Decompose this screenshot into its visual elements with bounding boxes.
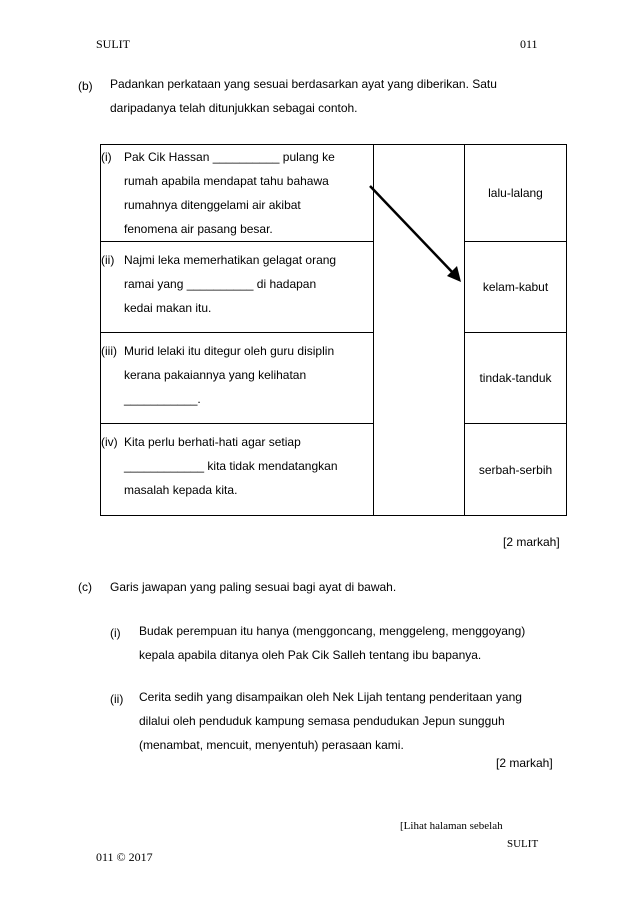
question-line: fenomena air pasang besar.: [124, 222, 273, 236]
section-c-label: (c): [78, 580, 92, 594]
question-line: rumah apabila mendapat tahu bahawa: [124, 174, 329, 188]
question-line: ramai yang __________ di hadapan: [124, 277, 317, 291]
example-arrow-icon: [360, 178, 470, 288]
question-line: masalah kepada kita.: [124, 483, 238, 497]
instruction-line: daripadanya telah ditunjukkan sebagai contoh.: [110, 101, 358, 115]
section-c-marks: [2 markah]: [496, 756, 553, 770]
question-line: ____________ kita tidak mendatangkan: [124, 459, 338, 473]
item-line: (menambat, mencuit, menyentuh) perasaan kami.: [139, 738, 404, 752]
footer-sulit: SULIT: [507, 838, 539, 850]
section-c-instruction: Garis jawapan yang paling sesuai bagi ayat di bawah.: [110, 580, 397, 594]
question-cell-ii: [101, 242, 374, 333]
question-line: Najmi leka memerhatikan gelagat orang: [124, 253, 337, 267]
item-line: Budak perempuan itu hanya (menggoncang, menggeleng, menggoyang): [139, 624, 526, 638]
item-line: dilalui oleh penduduk kampung semasa pendudukan Jepun sungguh: [139, 714, 505, 728]
question-number: (i): [101, 150, 112, 164]
matching-table: [100, 144, 567, 516]
item-line: Cerita sedih yang disampaikan oleh Nek Lijah tentang penderitaan yang: [139, 690, 522, 704]
section-b-instruction: [110, 72, 497, 120]
question-line: Kita perlu berhati-hati agar setiap: [124, 435, 301, 449]
question-line: ___________.: [124, 392, 201, 406]
question-line: rumahnya ditenggelami air akibat: [124, 198, 301, 212]
section-b-marks: [2 markah]: [503, 535, 560, 549]
section-b-label: (b): [78, 79, 93, 93]
header-sulit: SULIT: [96, 37, 130, 51]
instruction-line: Padankan perkataan yang sesuai berdasarkan ayat yang diberikan. Satu: [110, 77, 497, 91]
question-line: kerana pakaiannya yang kelihatan: [124, 368, 307, 382]
next-page-note: [Lihat halaman sebelah: [400, 820, 503, 832]
item-c-ii: [139, 685, 522, 757]
header-code: 011: [520, 37, 538, 51]
item-line: kepala apabila ditanya oleh Pak Cik Salleh tentang ibu bapanya.: [139, 648, 482, 662]
item-c-i: [139, 619, 525, 667]
item-number: (i): [110, 626, 121, 640]
answer-cell: lalu-lalang: [465, 145, 567, 242]
answer-cell: serbah-serbih: [465, 424, 567, 516]
question-cell-iii: [101, 333, 374, 424]
answer-cell: tindak-tanduk: [465, 333, 567, 424]
question-cell-i: [101, 145, 374, 242]
question-line: Pak Cik Hassan __________ pulang ke: [124, 150, 335, 164]
question-line: Murid lelaki itu ditegur oleh guru disiplin: [124, 344, 335, 358]
question-number: (iii): [101, 344, 117, 358]
item-number: (ii): [110, 692, 124, 706]
question-number: (ii): [101, 253, 115, 267]
question-number: (iv): [101, 435, 118, 449]
question-line: kedai makan itu.: [124, 301, 212, 315]
footer-code: 011 © 2017: [96, 850, 153, 864]
answer-cell: kelam-kabut: [465, 242, 567, 333]
question-cell-iv: [101, 424, 374, 516]
